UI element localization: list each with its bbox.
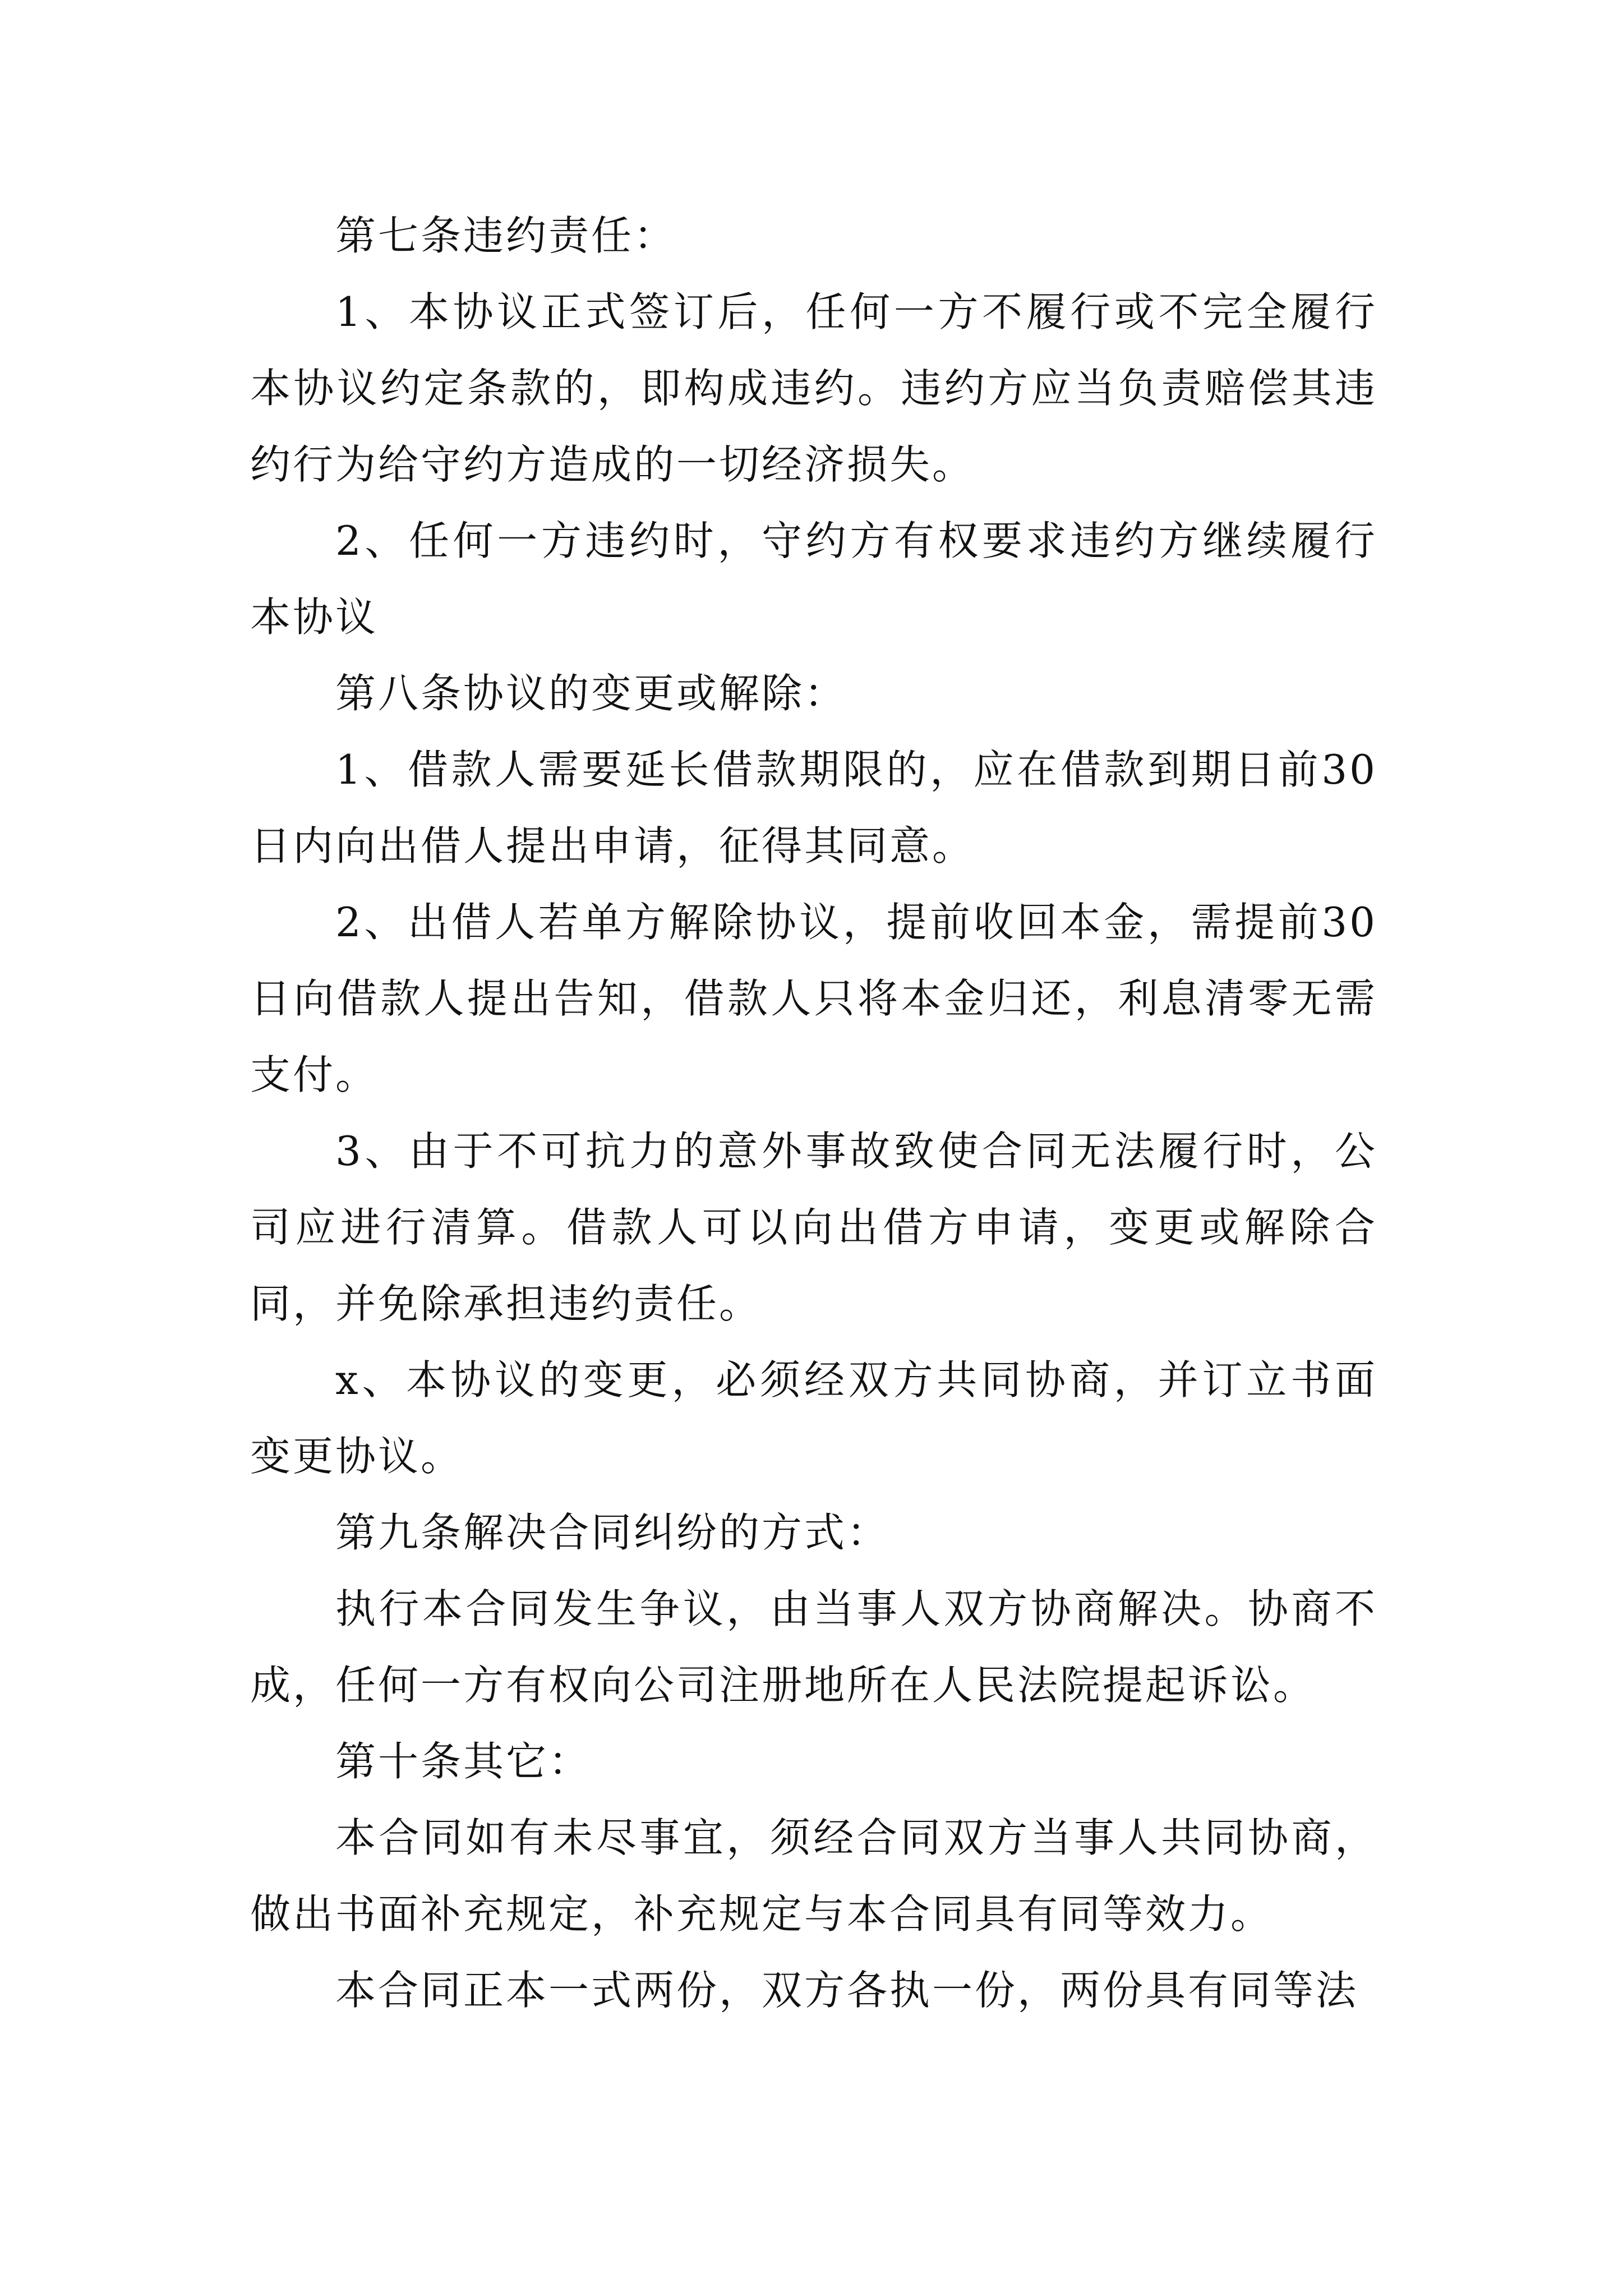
- article-10-heading: 第十条其它：: [335, 1738, 592, 1785]
- article-8-clause-3: 3、由于不可抗力的意外事故致使合同无法履行时，公司应进行清算。借款人可以向出借方申请，变更或解除合同，并免除承担违约责任。: [250, 1128, 1377, 1327]
- article-9-heading: 第九条解决合同纠纷的方式：: [335, 1509, 890, 1556]
- document-body: [250, 197, 1377, 2028]
- article-7-clause-1: 1、本协议正式签订后，任何一方不履行或不完全履行本协议约定条款的，即构成违约。违约方应当负责赔偿其违约行为给守约方造成的一切经济损失。: [250, 288, 1377, 488]
- article-10-body-2: 本合同正本一式两份，双方各执一份，两份具有同等法: [335, 1967, 1359, 2014]
- article-8-clause-2: 2、出借人若单方解除协议，提前收回本金，需提前30日向借款人提出告知，借款人只将本金归还，利息清零无需支付。: [250, 899, 1377, 1098]
- article-7-clause-2: 2、任何一方违约时，守约方有权要求违约方继续履行本协议: [250, 517, 1377, 641]
- article-8-clause-1: 1、借款人需要延长借款期限的，应在借款到期日前30日内向出借人提出申请，征得其同意。: [250, 746, 1377, 869]
- article-10-body-1: 本合同如有未尽事宜，须经合同双方当事人共同协商，做出书面补充规定，补充规定与本合同具有同等效力。: [250, 1814, 1377, 1938]
- article-8-clause-x: x、本协议的变更，必须经双方共同协商，并订立书面变更协议。: [250, 1356, 1377, 1480]
- article-8-heading: 第八条协议的变更或解除：: [335, 670, 847, 717]
- article-7-heading: 第七条违约责任：: [335, 212, 677, 259]
- article-9-body: 执行本合同发生争议，由当事人双方协商解决。协商不成，任何一方有权向公司注册地所在人民法院提起诉讼。: [250, 1585, 1377, 1709]
